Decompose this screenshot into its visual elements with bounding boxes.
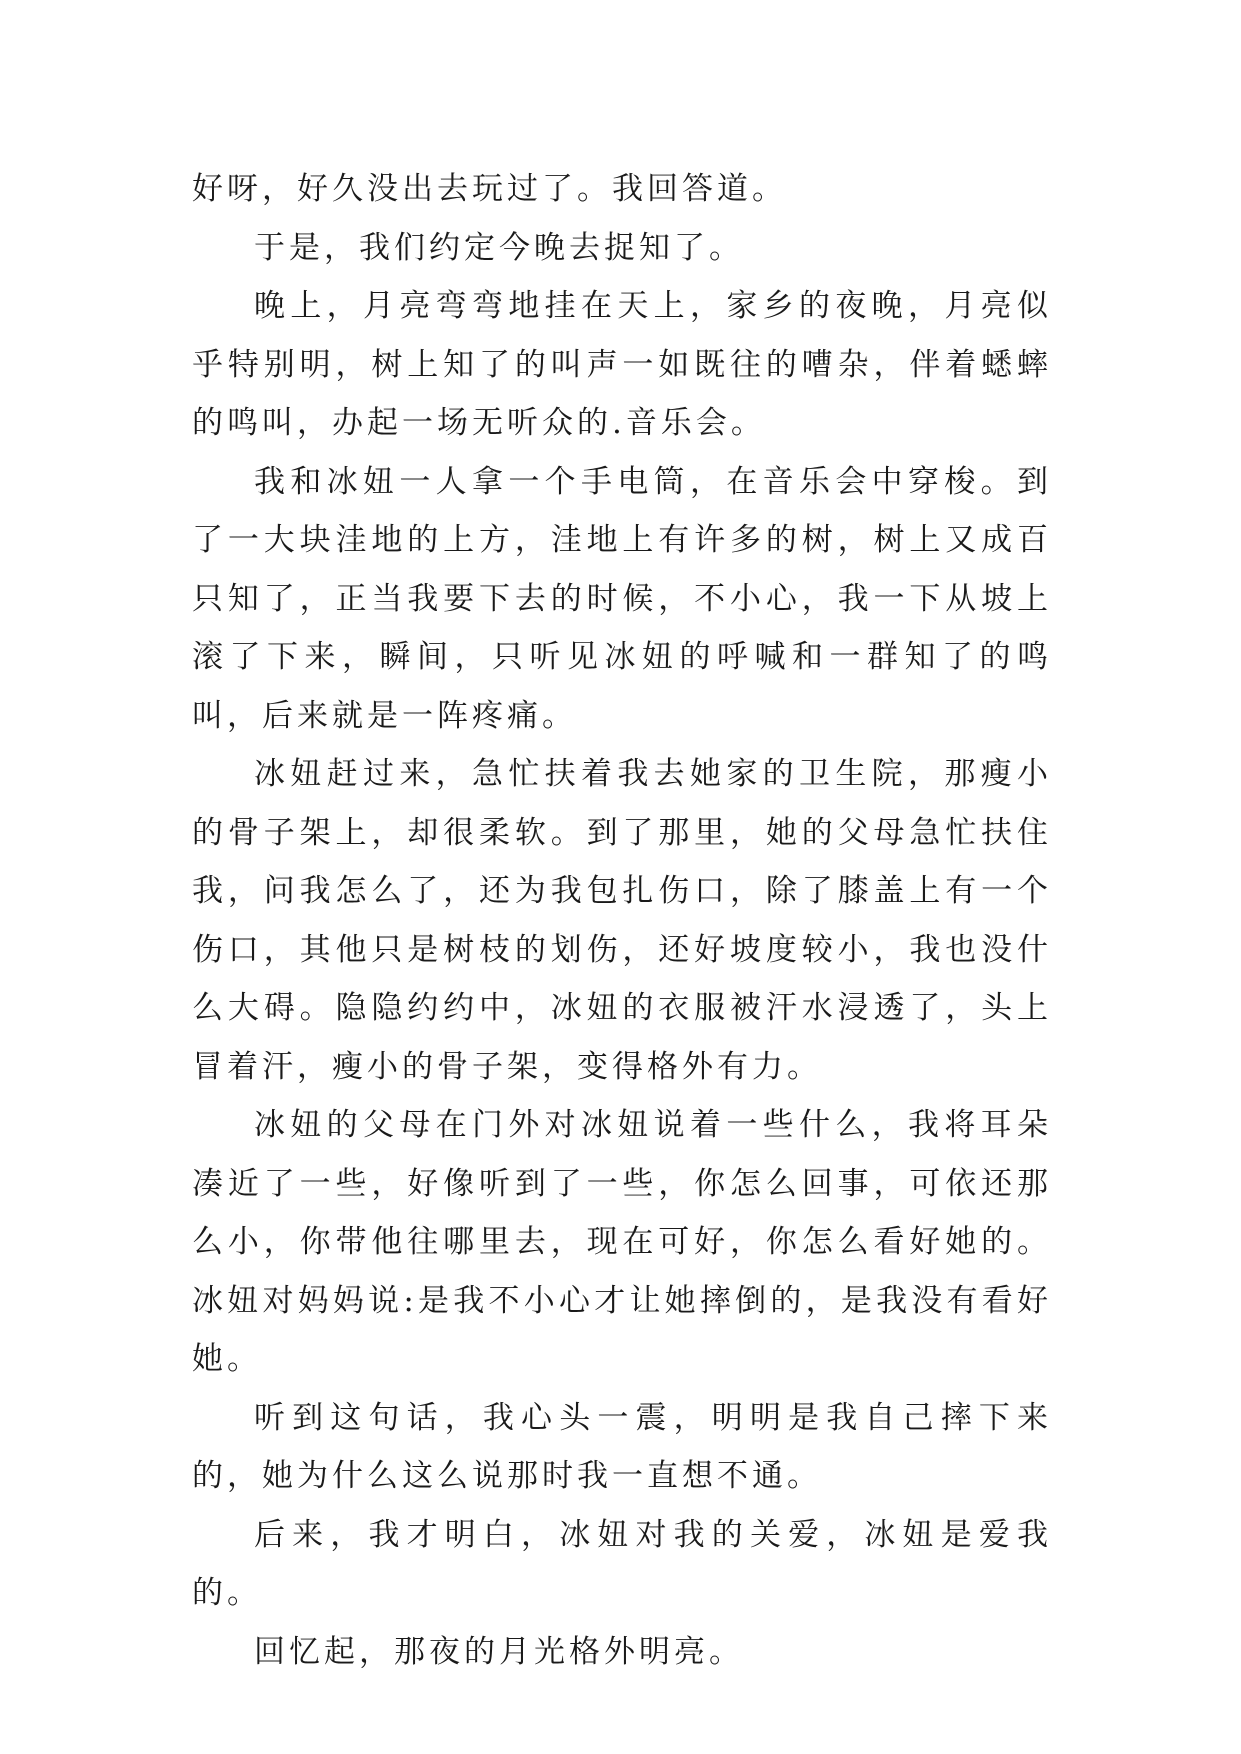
paragraph: 我和冰妞一人拿一个手电筒，在音乐会中穿梭。到了一大块洼地的上方，洼地上有许多的树，树上又成百只知了，正当我要下去的时候，不小心，我一下从坡上滚了下来，瞬间，只听见冰妞的呼喊和一群知了的鸣叫，后来就是一阵疼痛。	[192, 463, 1052, 734]
paragraph: 后来，我才明白，冰妞对我的关爱，冰妞是爱我的。	[192, 1516, 1052, 1611]
paragraph: 晚上，月亮弯弯地挂在天上，家乡的夜晚，月亮似乎特别明，树上知了的叫声一如既往的嘈杂，伴着蟋蟀的鸣叫，办起一场无听众的.音乐会。	[192, 288, 1052, 441]
paragraph: 回忆起，那夜的月光格外明亮。	[254, 1633, 744, 1670]
paragraph: 于是，我们约定今晚去捉知了。	[254, 229, 744, 266]
document-body	[192, 160, 1052, 1681]
paragraph: 冰妞的父母在门外对冰妞说着一些什么，我将耳朵凑近了一些，好像听到了一些，你怎么回事，可依还那么小，你带他往哪里去，现在可好，你怎么看好她的。冰妞对妈妈说:是我不小心才让她摔倒的，是我没有看好她。	[192, 1107, 1052, 1377]
paragraph: 好呀，好久没出去玩过了。我回答道。	[192, 171, 787, 207]
paragraph: 听到这句话，我心头一震，明明是我自己摔下来的，她为什么这么说那时我一直想不通。	[192, 1399, 1052, 1494]
paragraph: 冰妞赶过来，急忙扶着我去她家的卫生院，那瘦小的骨子架上，却很柔软。到了那里，她的父母急忙扶住我，问我怎么了，还为我包扎伤口，除了膝盖上有一个伤口，其他只是树枝的划伤，还好坡度较小，我也没什么大碍。隐隐约约中，冰妞的衣服被汗水浸透了，头上冒着汗，瘦小的骨子架，变得格外有力。	[192, 756, 1052, 1085]
